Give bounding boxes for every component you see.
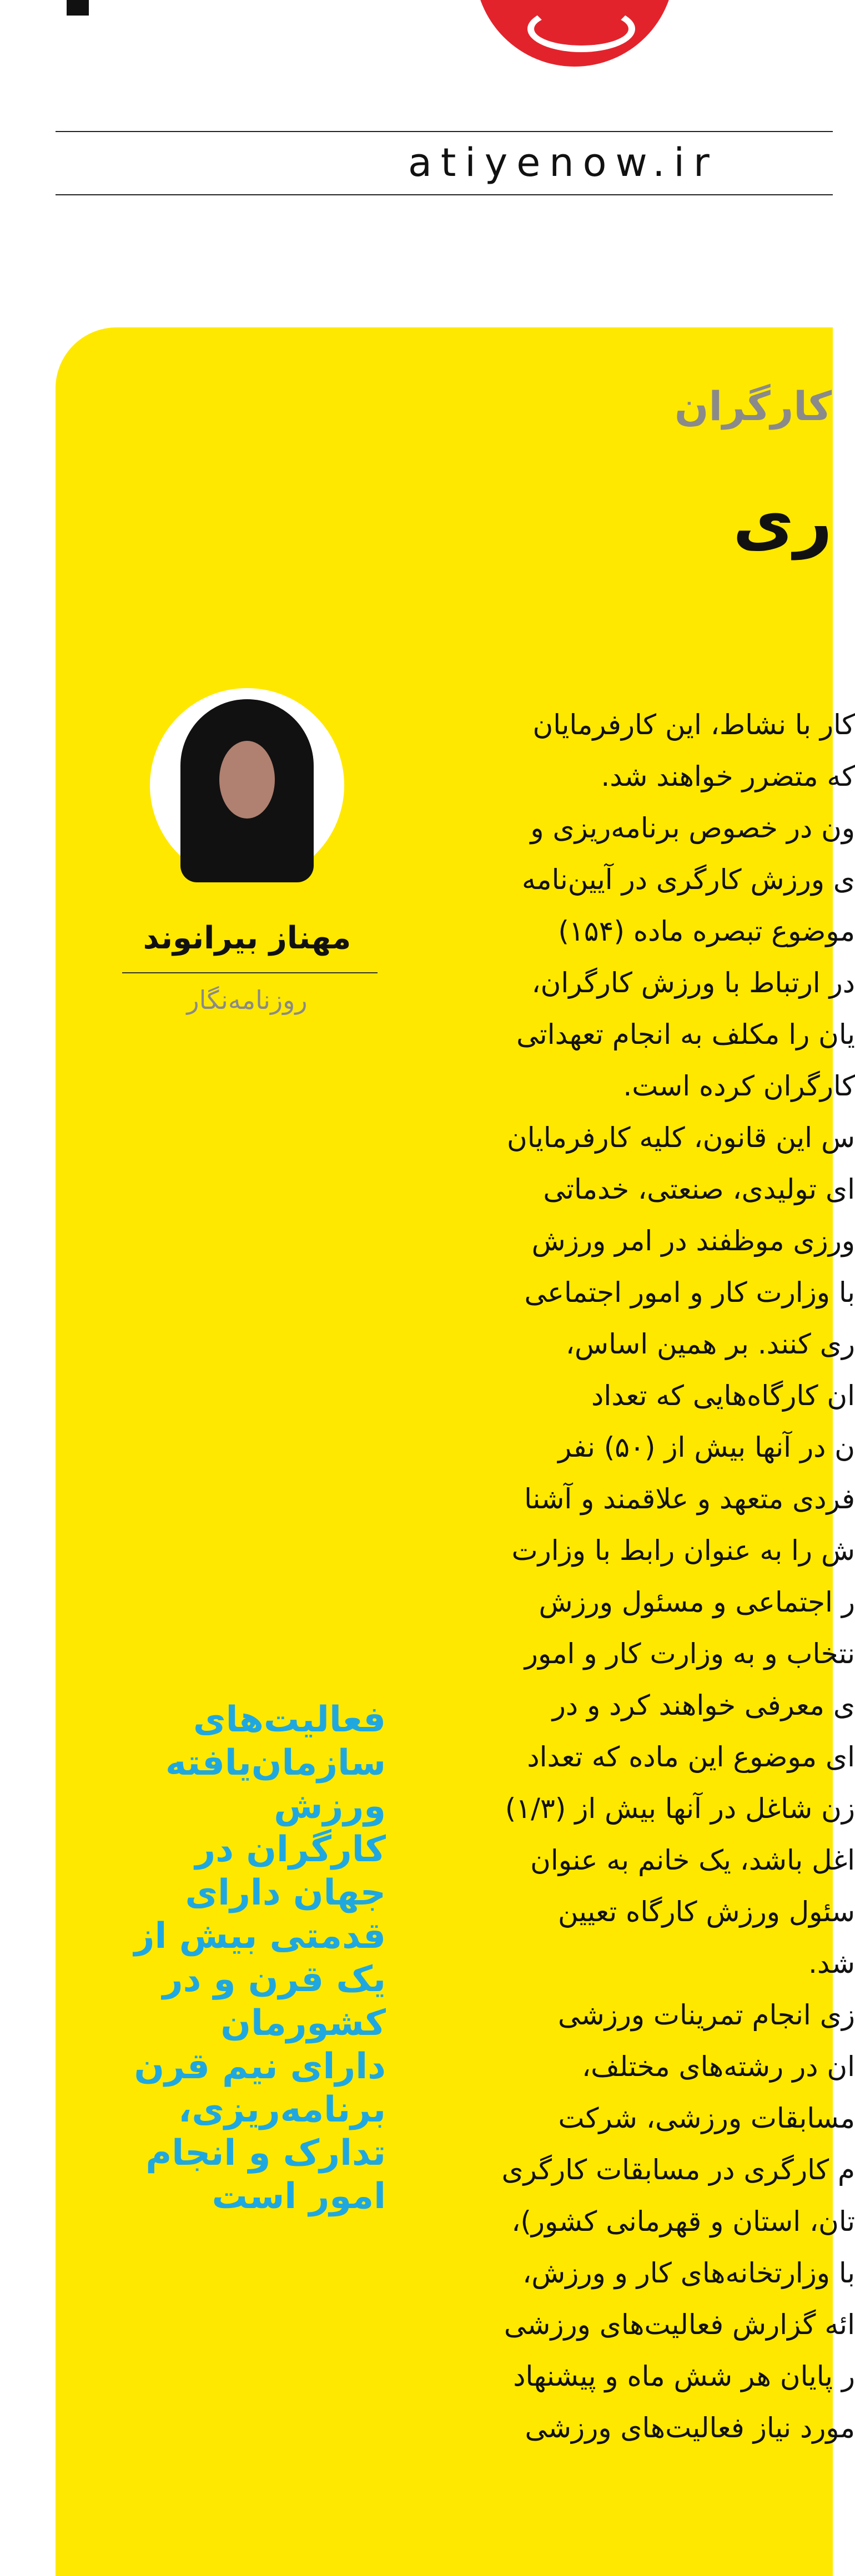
body-line: با وزارتخانه‌های کار و ورزش، <box>522 2257 855 2289</box>
pull-quote: فعالیت‌های سازمان‌یافته ورزش کارگران در جهان دارای قدمتی بیش از یک قرن و در کشورمان دارای نیم قرن برنامه‌ریزی، تدارک و انجام امور است <box>134 1699 386 2217</box>
author-name: مهناز بیرانوند <box>143 920 351 956</box>
masthead-rule-bottom <box>56 194 833 195</box>
body-line: ی معرفی خواهند کرد و در <box>552 1689 855 1721</box>
body-line: ای موضوع این ماده که تعداد <box>527 1741 855 1773</box>
body-line: سئول ورزش کارگاه تعیین <box>558 1896 855 1928</box>
body-line: م کارگری در مسابقات کارگری <box>501 2154 855 2186</box>
body-line: مسابقات ورزشی، شرکت <box>558 2102 855 2134</box>
body-line: ر پایان هر شش ماه و پیشنهاد <box>513 2360 855 2392</box>
body-line: کار با نشاط، این کارفرمایان <box>532 709 855 741</box>
top-left-mark <box>67 0 89 16</box>
body-line: زن شاغل در آنها بیش از (۱/۳) <box>505 1792 855 1825</box>
author-role: روزنامه‌نگار <box>187 985 308 1015</box>
masthead-rule-top <box>56 131 833 132</box>
author-avatar <box>150 688 344 882</box>
body-line: س این قانون، کلیه کارفرمایان <box>506 1122 855 1154</box>
body-line: ای تولیدی، صنعتی، خدماتی <box>543 1173 855 1205</box>
body-line: زی انجام تمرینات ورزشی <box>558 1999 855 2031</box>
body-line: ری کنند. بر همین اساس، <box>565 1328 855 1360</box>
avatar-face <box>219 741 275 819</box>
article-kicker: کارگران <box>675 383 832 430</box>
body-line: در ارتباط با ورزش کارگران، <box>531 967 855 999</box>
body-line: شد. <box>808 1947 855 1979</box>
body-line: ی ورزش کارگری در آیین‌نامه <box>522 863 855 896</box>
site-url[interactable]: atiyenow.ir <box>408 140 718 185</box>
body-line: ورزی موظفند در امر ورزش <box>531 1225 855 1257</box>
body-line: کارگران کرده است. <box>623 1070 855 1102</box>
body-line: ان در رشته‌های مختلف، <box>582 2050 855 2083</box>
body-line: اغل باشد، یک خانم به عنوان <box>530 1844 855 1876</box>
logo[interactable] <box>475 0 675 67</box>
body-line: ش را به عنوان رابط با وزارت <box>511 1534 855 1567</box>
body-line: موضوع تبصره ماده (۱۵۴) <box>558 915 855 947</box>
article-body <box>444 699 855 2454</box>
body-line: یان را مکلف به انجام تعهداتی <box>516 1018 855 1050</box>
body-line: که متضرر خواهند شد. <box>601 760 855 792</box>
body-line: تان، استان و قهرمانی کشور)، <box>511 2205 855 2237</box>
body-line: مورد نیاز فعالیت‌های ورزشی <box>525 2412 855 2444</box>
body-line: ائه گزارش فعالیت‌های ورزشی <box>504 2309 855 2341</box>
body-line: نتخاب و به وزارت کار و امور <box>524 1638 855 1670</box>
body-line: ر اجتماعی و مسئول ورزش <box>539 1586 855 1618</box>
logo-swirl <box>527 6 635 52</box>
body-line: ون در خصوص برنامه‌ریزی و <box>530 812 855 844</box>
body-line: فردی متعهد و علاقمند و آشنا <box>524 1483 855 1515</box>
article-headline: ری <box>733 483 833 560</box>
author-divider <box>122 972 378 973</box>
body-line: ن در آنها بیش از (۵۰) نفر <box>558 1431 855 1463</box>
body-line: ان کارگاه‌هایی که تعداد <box>591 1380 855 1412</box>
body-line: با وزارت کار و امور اجتماعی <box>524 1276 855 1309</box>
